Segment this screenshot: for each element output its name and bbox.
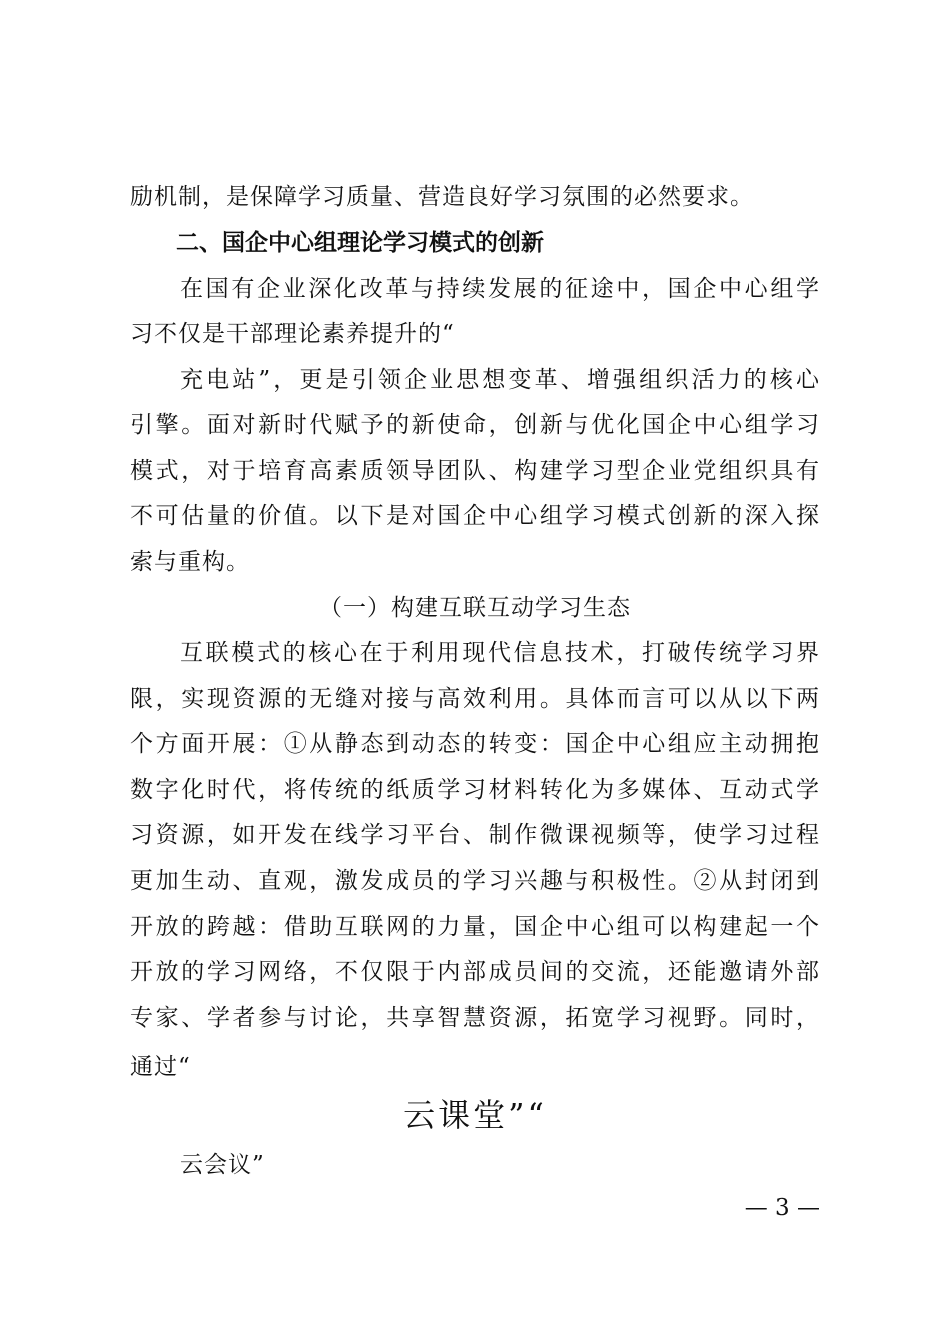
paragraph-line: 模式，对于培育高素质领导团队、构建学习型企业党组织具有	[130, 458, 820, 484]
paragraph-line: 不可估量的价值。以下是对国企中心组学习模式创新的深入探	[130, 503, 820, 529]
paragraph-line: 通过“	[130, 1054, 191, 1080]
paragraph-line: 习不仅是干部理论素养提升的“	[130, 321, 455, 347]
paragraph-line: 引擎。面对新时代赋予的新使命，创新与优化国企中心组学习	[130, 412, 820, 438]
paragraph-line: 习资源，如开发在线学习平台、制作微课视频等，使学习过程	[130, 822, 820, 848]
paragraph-line: 云会议”	[180, 1152, 265, 1178]
paragraph-line: 开放的跨越：借助互联网的力量，国企中心组可以构建起一个	[130, 914, 820, 940]
paragraph-line: 更加生动、直观，激发成员的学习兴趣与积极性。②从封闭到	[130, 868, 820, 894]
paragraph-line: 索与重构。	[130, 549, 250, 575]
paragraph-line: 励机制，是保障学习质量、营造良好学习氛围的必然要求。	[130, 184, 754, 210]
paragraph-line: 开放的学习网络，不仅限于内部成员间的交流，还能邀请外部	[130, 959, 820, 985]
paragraph-line: 在国有企业深化改革与持续发展的征途中，国企中心组学	[180, 276, 820, 302]
paragraph-line: 数字化时代，将传统的纸质学习材料转化为多媒体、互动式学	[130, 777, 820, 803]
subsection-heading: （一）构建互联互动学习生态	[319, 595, 631, 621]
paragraph-line: 限，实现资源的无缝对接与高效利用。具体而言可以从以下两	[130, 686, 820, 712]
paragraph-line: 专家、学者参与讨论，共享智慧资源，拓宽学习视野。同时，	[130, 1005, 820, 1031]
section-heading: 二、国企中心组理论学习模式的创新	[176, 230, 544, 256]
paragraph-line: 个方面开展：①从静态到动态的转变：国企中心组应主动拥抱	[130, 731, 820, 757]
large-centered-line: 云课堂”“	[403, 1096, 547, 1134]
page-number: — 3 —	[744, 1195, 820, 1221]
paragraph-line: 充电站”，更是引领企业思想变革、增强组织活力的核心	[180, 367, 820, 393]
paragraph-line: 互联模式的核心在于利用现代信息技术，打破传统学习界	[180, 640, 820, 666]
